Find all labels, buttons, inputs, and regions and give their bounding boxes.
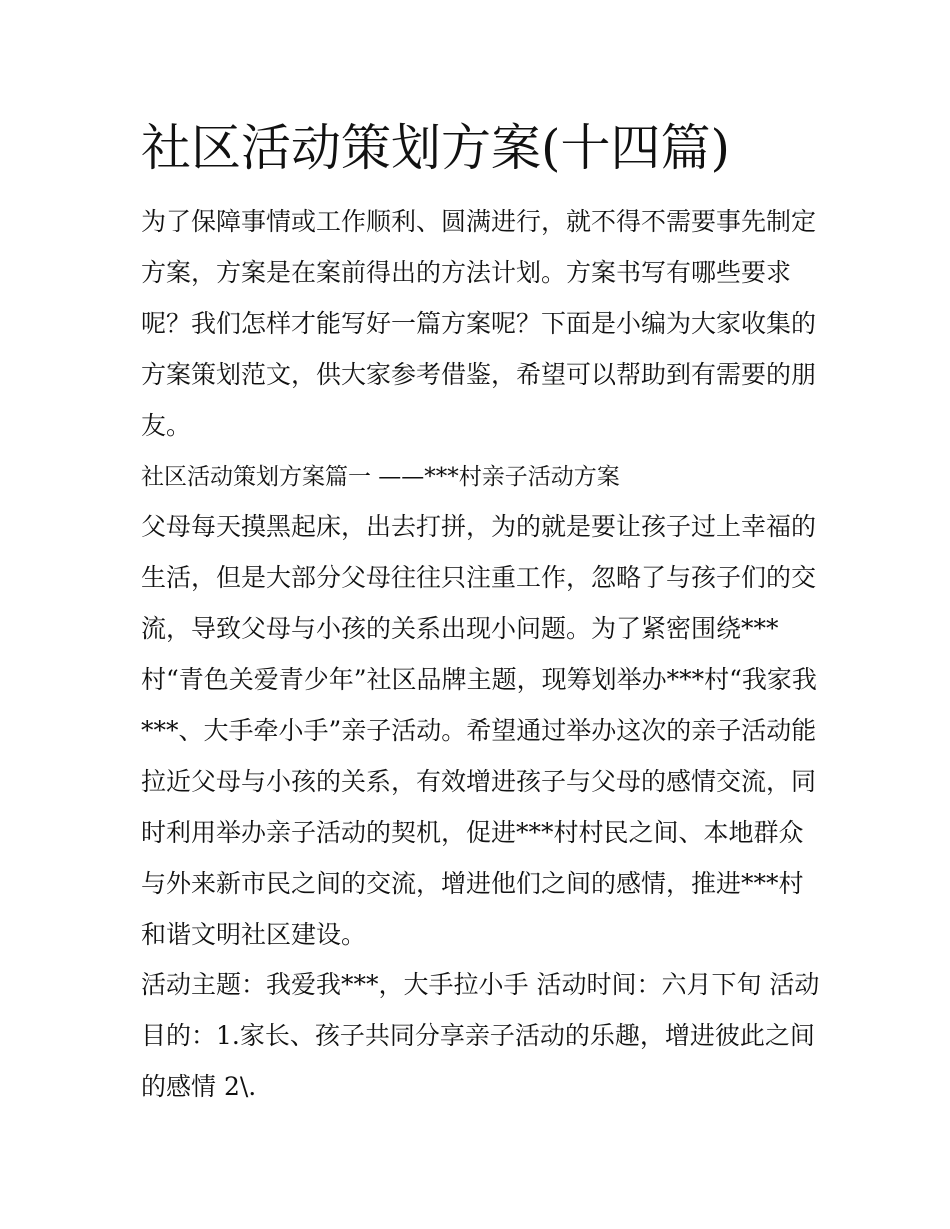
paragraph-line: ***、大手牵小手”亲子活动。希望通过举办这次的亲子活动能 bbox=[141, 716, 817, 745]
paragraph-line: 流，导致父母与小孩的关系出现小问题。为了紧密围绕*** bbox=[141, 614, 779, 643]
paragraph-line: 与外来新市民之间的交流，增进他们之间的感情，推进***村 bbox=[141, 869, 804, 898]
paragraph-line: 为了保障事情或工作顺利、圆满进行，就不得不需要事先制定 bbox=[141, 207, 817, 236]
paragraph-line: 方案，方案是在案前得出的方法计划。方案书写有哪些要求 bbox=[141, 258, 792, 287]
paragraph-line: 活动主题：我爱我***，大手拉小手 活动时间：六月下旬 活动 bbox=[141, 970, 820, 999]
paragraph-line: 和谐文明社区建设。 bbox=[141, 920, 367, 949]
paragraph-line: 的感情 2\. bbox=[141, 1072, 257, 1101]
paragraph-line: 拉近父母与小孩的关系，有效增进孩子与父母的感情交流，同 bbox=[141, 767, 817, 796]
paragraph-line: 父母每天摸黑起床，出去打拼，为的就是要让孩子过上幸福的 bbox=[141, 512, 817, 541]
paragraph-line: 呢？我们怎样才能写好一篇方案呢？下面是小编为大家收集的 bbox=[141, 309, 817, 338]
paragraph-line: 方案策划范文，供大家参考借鉴，希望可以帮助到有需要的朋 bbox=[141, 360, 817, 389]
section-heading: 社区活动策划方案篇一 ——***村亲子活动方案 bbox=[141, 464, 620, 490]
paragraph-line: 村“青色关爱青少年”社区品牌主题，现筹划举办***村“我家我 bbox=[141, 665, 817, 694]
paragraph-line: 目的：1.家长、孩子共同分享亲子活动的乐趣，增进彼此之间 bbox=[141, 1021, 815, 1050]
paragraph-line: 时利用举办亲子活动的契机，促进***村村民之间、本地群众 bbox=[141, 818, 804, 847]
paragraph-line: 友。 bbox=[141, 411, 192, 440]
document-title: 社区活动策划方案(十四篇) bbox=[141, 119, 731, 177]
paragraph-line: 生活，但是大部分父母往往只注重工作，忽略了与孩子们的交 bbox=[141, 563, 817, 592]
